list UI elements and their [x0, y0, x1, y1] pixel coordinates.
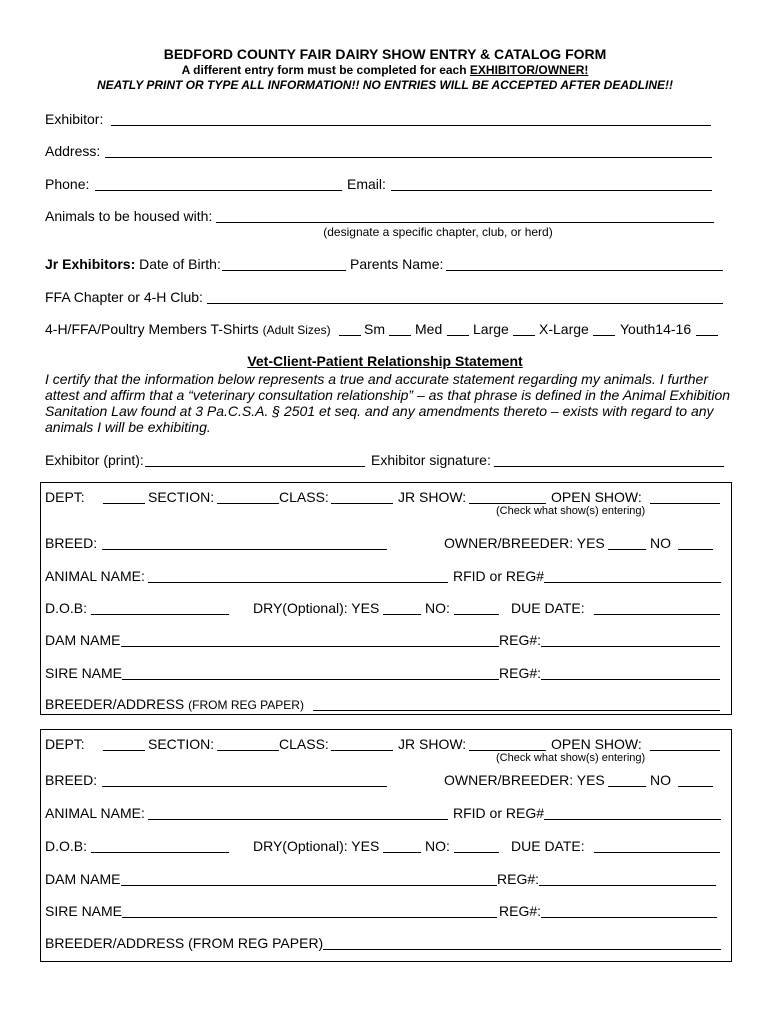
email-label: Email: — [347, 176, 386, 192]
breeder-address-row — [45, 696, 304, 712]
phone-field[interactable] — [95, 190, 342, 191]
size-large: Large — [473, 321, 509, 337]
address-label: Address: — [45, 143, 101, 159]
parents-field[interactable] — [446, 270, 723, 271]
dam-reg-label: REG#: — [499, 632, 542, 648]
section-label: SECTION: — [148, 736, 215, 752]
due-date-field[interactable] — [594, 614, 720, 615]
sire-name-label: SIRE NAME — [45, 903, 123, 919]
open-show-label: OPEN SHOW: — [551, 736, 642, 752]
class-field[interactable] — [331, 503, 393, 504]
form-subtitle — [0, 63, 770, 77]
signature-field[interactable] — [494, 466, 724, 467]
signature-label: Exhibitor signature: — [371, 452, 491, 468]
subtitle-emphasis: EXHIBITOR/OWNER! — [469, 63, 589, 77]
dob-label: D.O.B: — [45, 838, 88, 854]
shirt-row — [45, 321, 331, 337]
size-med: Med — [415, 321, 443, 337]
breed-field[interactable] — [102, 549, 387, 550]
housed-hint: (designate a specific chapter, club, or herd) — [323, 225, 553, 239]
housed-label: Animals to be housed with: — [45, 208, 213, 224]
club-field[interactable] — [207, 303, 723, 304]
shirt-youth-blank[interactable] — [593, 335, 615, 336]
sire-reg-label: REG#: — [499, 665, 542, 681]
jr-dob-field[interactable] — [222, 270, 346, 271]
breeder-address-field[interactable] — [313, 710, 720, 711]
rfid-label: RFID or REG# — [453, 805, 545, 821]
exhibitor-field[interactable] — [111, 125, 711, 126]
shirt-large-blank[interactable] — [447, 335, 469, 336]
breeder-address-label: BREEDER/ADDRESS — [45, 696, 185, 712]
breeder-address-note: (FROM REG PAPER) — [188, 698, 304, 712]
section-field[interactable] — [217, 503, 279, 504]
open-show-label: OPEN SHOW: — [551, 489, 642, 505]
size-xlarge: X-Large — [539, 321, 589, 337]
shirt-sm-blank[interactable] — [339, 335, 361, 336]
email-field[interactable] — [391, 190, 712, 191]
sire-name-field[interactable] — [122, 917, 497, 918]
owner-breeder-label: OWNER/BREEDER: YES — [444, 772, 605, 788]
check-note: (Check what show(s) entering) — [496, 752, 646, 764]
shirt-label: 4-H/FFA/Poultry Members T-Shirts — [45, 321, 259, 337]
shirt-xlarge-blank[interactable] — [513, 335, 535, 336]
exhibitor-label: Exhibitor: — [45, 111, 104, 127]
housed-field[interactable] — [216, 222, 714, 223]
dob-label: Date of Birth: — [139, 256, 221, 272]
vcpr-heading: Vet-Client-Patient Relationship Statement — [247, 353, 523, 369]
sire-reg-field[interactable] — [541, 679, 720, 680]
dob-label: D.O.B: — [45, 600, 88, 616]
jr-show-label: JR SHOW: — [398, 736, 467, 752]
vcpr-line-4: animals I will be exhibiting. — [45, 419, 211, 435]
dry-label: DRY(Optional): YES — [253, 838, 380, 854]
dry-yes-field[interactable] — [383, 614, 421, 615]
due-date-field[interactable] — [594, 852, 720, 853]
dam-reg-field[interactable] — [539, 885, 716, 886]
rfid-label: RFID or REG# — [453, 568, 545, 584]
size-sm: Sm — [364, 321, 385, 337]
parents-label: Parents Name: — [350, 256, 444, 272]
owner-no-field[interactable] — [678, 786, 713, 787]
animal-name-label: ANIMAL NAME: — [45, 568, 145, 584]
dept-field[interactable] — [103, 503, 145, 504]
jr-dob-row — [45, 256, 221, 272]
dob-field[interactable] — [91, 852, 229, 853]
vcpr-line-1: I certify that the information below represents a true and accurate statement regarding my animals. I further — [45, 371, 708, 387]
dry-no-label: NO: — [425, 838, 450, 854]
jr-show-field[interactable] — [469, 750, 546, 751]
due-date-label: DUE DATE: — [511, 600, 585, 616]
jr-exhibitors-label: Jr Exhibitors: — [45, 256, 136, 272]
owner-no-label: NO — [650, 772, 671, 788]
form-title: BEDFORD COUNTY FAIR DAIRY SHOW ENTRY & CATALOG FORM — [163, 46, 607, 62]
animal-name-label: ANIMAL NAME: — [45, 805, 145, 821]
animal-name-field[interactable] — [148, 819, 448, 820]
dam-reg-label: REG#: — [497, 871, 540, 887]
dam-name-field[interactable] — [121, 885, 497, 886]
vcpr-line-3: Sanitation Law found at 3 Pa.C.S.A. § 2501 et seq. and any amendments thereto – exists with regard to any — [45, 403, 714, 419]
owner-yes-field[interactable] — [608, 549, 646, 550]
owner-no-label: NO — [650, 535, 671, 551]
dam-name-label: DAM NAME — [45, 632, 121, 648]
jr-show-field[interactable] — [469, 503, 546, 504]
open-show-field[interactable] — [650, 750, 720, 751]
class-label: CLASS: — [279, 736, 329, 752]
dam-name-label: DAM NAME — [45, 871, 121, 887]
print-label: Exhibitor (print): — [45, 452, 144, 468]
dept-field[interactable] — [103, 750, 145, 751]
shirt-med-blank[interactable] — [389, 335, 411, 336]
print-field[interactable] — [145, 466, 365, 467]
breed-label: BREED: — [45, 535, 98, 551]
club-label: FFA Chapter or 4-H Club: — [45, 289, 203, 305]
dob-field[interactable] — [91, 614, 229, 615]
dam-name-field[interactable] — [121, 646, 499, 647]
dry-no-label: NO: — [425, 600, 450, 616]
entry-box-2 — [40, 729, 732, 962]
animal-name-field[interactable] — [148, 582, 448, 583]
sire-name-field[interactable] — [122, 679, 499, 680]
jr-show-label: JR SHOW: — [398, 489, 467, 505]
breeder-address-label: BREEDER/ADDRESS (FROM REG PAPER) — [45, 935, 324, 951]
class-label: CLASS: — [279, 489, 329, 505]
sire-reg-field[interactable] — [541, 917, 717, 918]
dry-no-field[interactable] — [454, 852, 499, 853]
shirt-youth-qty[interactable] — [696, 335, 718, 336]
dept-label: DEPT: — [45, 489, 85, 505]
breed-field[interactable] — [102, 786, 387, 787]
check-note: (Check what show(s) entering) — [496, 505, 646, 517]
owner-yes-field[interactable] — [608, 786, 646, 787]
phone-label: Phone: — [45, 176, 90, 192]
section-label: SECTION: — [148, 489, 215, 505]
breed-label: BREED: — [45, 772, 98, 788]
subtitle-text: A different entry form must be completed for each — [181, 63, 467, 77]
dry-yes-field[interactable] — [383, 852, 421, 853]
dept-label: DEPT: — [45, 736, 85, 752]
due-date-label: DUE DATE: — [511, 838, 585, 854]
size-youth: Youth14-16 — [620, 321, 692, 337]
breeder-address-field[interactable] — [323, 949, 721, 950]
dam-reg-field[interactable] — [541, 646, 720, 647]
owner-no-field[interactable] — [678, 549, 713, 550]
section-field[interactable] — [217, 750, 279, 751]
class-field[interactable] — [331, 750, 393, 751]
address-field[interactable] — [105, 157, 712, 158]
rfid-field[interactable] — [544, 582, 721, 583]
rfid-field[interactable] — [544, 819, 721, 820]
shirt-note: (Adult Sizes) — [262, 323, 331, 337]
vcpr-line-2: attest and affirm that a “veterinary consultation relationship” – as that phrase is defined in the Animal Exhibition — [45, 387, 731, 403]
form-notice: NEATLY PRINT OR TYPE ALL INFORMATION!! NO ENTRIES WILL BE ACCEPTED AFTER DEADLINE!! — [97, 78, 673, 92]
owner-breeder-label: OWNER/BREEDER: YES — [444, 535, 605, 551]
entry-box-1 — [40, 482, 732, 715]
sire-reg-label: REG#: — [499, 903, 542, 919]
open-show-field[interactable] — [650, 503, 720, 504]
dry-label: DRY(Optional): YES — [253, 600, 380, 616]
dry-no-field[interactable] — [454, 614, 499, 615]
sire-name-label: SIRE NAME — [45, 665, 123, 681]
